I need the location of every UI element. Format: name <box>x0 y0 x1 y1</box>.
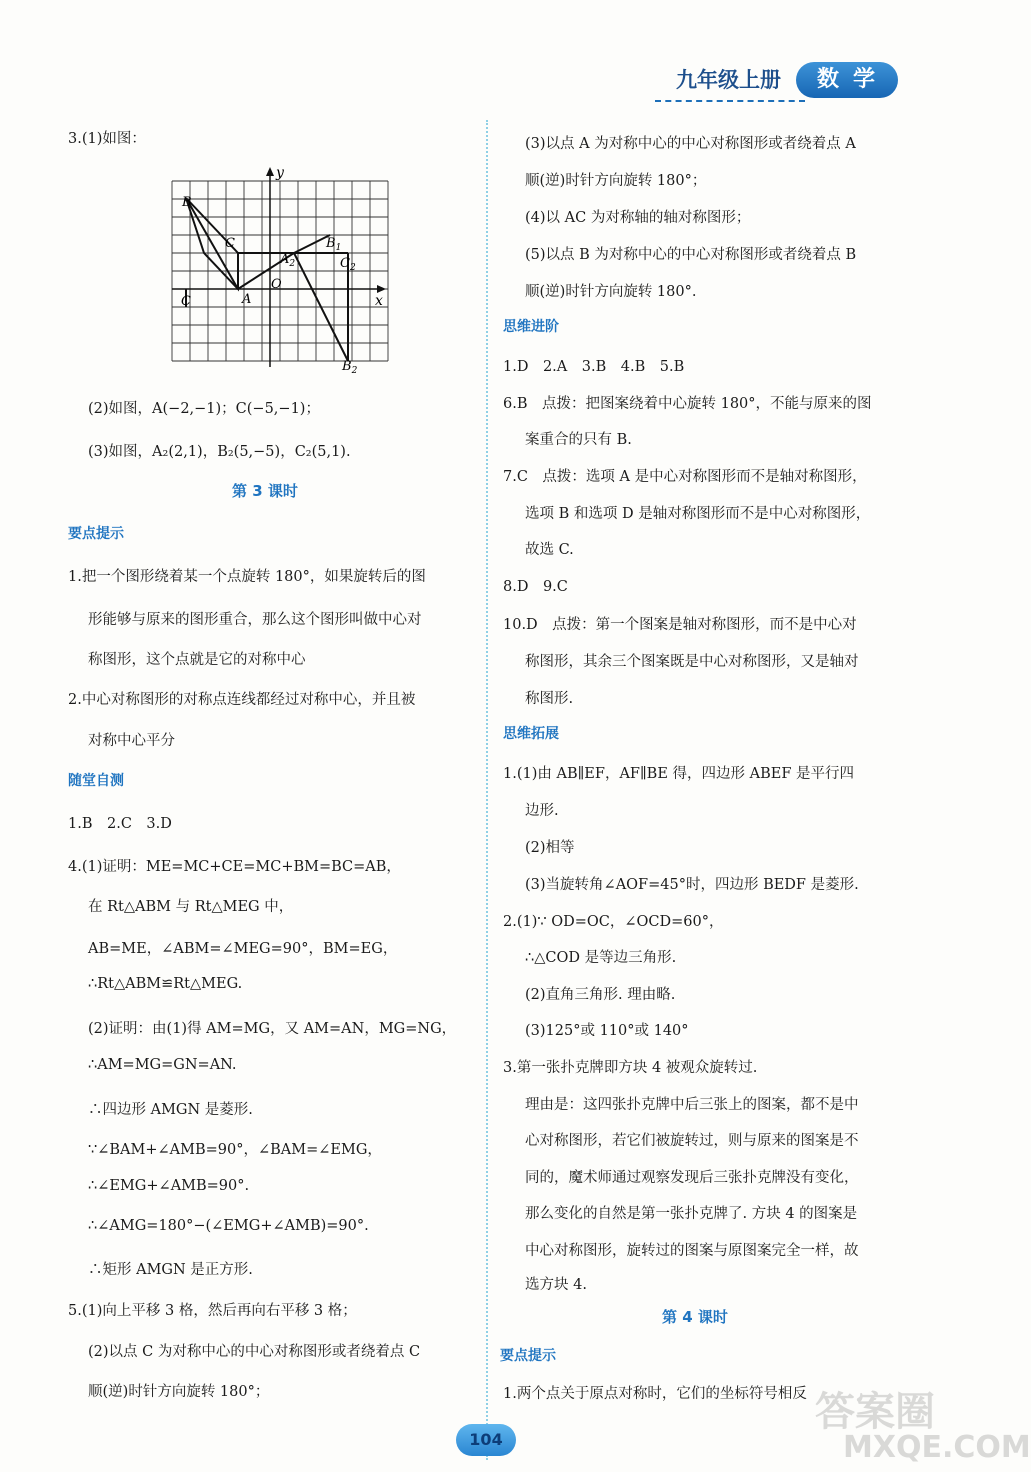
text-line: ∴∠EMG+∠AMB=90°. <box>88 1178 250 1194</box>
text-line: 1.两个点关于原点对称时，它们的坐标符号相反 <box>503 1386 807 1402</box>
section-heading: 思维进阶 <box>503 319 559 335</box>
point-label-c-left: C <box>181 294 191 309</box>
text-line: 1.B 2.C 3.D <box>68 816 172 832</box>
text-line: 8.D 9.C <box>503 579 568 595</box>
text-line: ∴AM=MG=GN=AN. <box>88 1057 237 1073</box>
page-number: 104 <box>456 1424 516 1456</box>
point-label-a2: $A_2$ <box>280 252 296 269</box>
text-line: (3)当旋转角∠AOF=45°时，四边形 BEDF 是菱形. <box>525 877 859 893</box>
text-line: 称图形. <box>525 691 574 707</box>
text-line: (3)以点 A 为对称中心的中心对称图形或者绕着点 A <box>525 136 856 152</box>
text-line: (3)如图，A₂(2,1)，B₂(5,−5)，C₂(5,1). <box>88 444 351 460</box>
text-line: ∴△COD 是等边三角形. <box>525 950 677 966</box>
text-line: 故选 C. <box>525 542 574 558</box>
text-line: (4)以 AC 为对称轴的轴对称图形； <box>525 210 751 226</box>
text-line: AB=ME，∠ABM=∠MEG=90°，BM=EG， <box>88 941 398 957</box>
text-line: ∴∠AMG=180°−(∠EMG+∠AMB)=90°. <box>88 1218 369 1234</box>
text-line: 4.(1)证明：ME=MC+CE=MC+BM=BC=AB， <box>68 859 401 875</box>
text-line: 理由是：这四张扑克牌中后三张上的图案，都不是中 <box>525 1097 859 1113</box>
grade-label: 九年级上册 <box>676 68 781 92</box>
section-heading: 随堂自测 <box>68 773 124 789</box>
text-line: ∵∠BAM+∠AMB=90°，∠BAM=∠EMG， <box>88 1142 382 1158</box>
text-line: (2)相等 <box>525 840 575 856</box>
text-line: ∴矩形 AMGN 是正方形. <box>88 1262 253 1278</box>
text-line: 7.C 点拨：选项 A 是中心对称图形而不是轴对称图形， <box>503 469 867 485</box>
text-line: 3.第一张扑克牌即方块 4 被观众旋转过. <box>503 1060 758 1076</box>
section-heading: 要点提示 <box>68 526 124 542</box>
text-line: (2)如图，A(−2,−1)；C(−5,−1)； <box>88 401 320 417</box>
point-label-a: A <box>242 292 252 307</box>
text-line: 6.B 点拨：把图案绕着中心旋转 180°，不能与原来的图 <box>503 396 872 412</box>
watermark-url: MXQE.COM <box>843 1430 1031 1465</box>
subject-badge: 数学 <box>796 62 898 98</box>
text-line: 在 Rt△ABM 与 Rt△MEG 中， <box>88 899 294 915</box>
text-line: 3.(1)如图： <box>68 131 146 147</box>
lesson-title: 第 3 课时 <box>232 482 298 500</box>
axis-label-y: y <box>276 165 284 181</box>
origin-label: O <box>271 277 282 292</box>
point-label-b: B <box>182 195 192 210</box>
text-line: 1.D 2.A 3.B 4.B 5.B <box>503 359 685 375</box>
text-line: ∴四边形 AMGN 是菱形. <box>88 1102 253 1118</box>
text-line: 5.(1)向上平移 3 格，然后再向右平移 3 格； <box>68 1303 357 1319</box>
axis-label-x: x <box>375 293 383 309</box>
text-line: 10.D 点拨：第一个图案是轴对称图形，而不是中心对 <box>503 617 857 633</box>
text-line: 选项 B 和选项 D 是轴对称图形而不是中心对称图形， <box>525 506 871 522</box>
y-axis-arrow <box>266 167 274 176</box>
header-dashed-line <box>655 100 805 102</box>
point-label-b1: $B_1$ <box>326 236 342 253</box>
text-line: 中心对称图形，旋转过的图案与原图案完全一样，故 <box>525 1243 859 1259</box>
coordinate-grid-figure <box>160 165 395 375</box>
text-line: 对称中心平分 <box>88 733 175 749</box>
point-label-c2: $C_2$ <box>340 256 356 273</box>
text-line: 顺(逆)时针方向旋转 180°. <box>525 284 697 300</box>
text-line: 2.中心对称图形的对称点连线都经过对称中心，并且被 <box>68 692 416 708</box>
text-line: (2)以点 C 为对称中心的中心对称图形或者绕着点 C <box>88 1344 421 1360</box>
text-line: 同的，魔术师通过观察发现后三张扑克牌没有变化， <box>525 1170 859 1186</box>
text-line: 称图形，其余三个图案既是中心对称图形，又是轴对 <box>525 654 859 670</box>
text-line: 顺(逆)时针方向旋转 180°； <box>88 1384 270 1400</box>
text-line: 称图形，这个点就是它的对称中心 <box>88 652 306 668</box>
column-divider <box>486 120 488 1460</box>
lesson-title: 第 4 课时 <box>662 1308 728 1326</box>
text-line: 边形. <box>525 803 559 819</box>
text-line: 形能够与原来的图形重合，那么这个图形叫做中心对 <box>88 612 422 628</box>
text-line: 那么变化的自然是第一张扑克牌了. 方块 4 的图案是 <box>525 1206 858 1222</box>
watermark-logo: 答案圈 <box>815 1389 935 1435</box>
text-line: (5)以点 B 为对称中心的中心对称图形或者绕着点 B <box>525 247 857 263</box>
text-line: (2)直角三角形. 理由略. <box>525 987 676 1003</box>
point-label-b2: $B_2$ <box>342 359 358 376</box>
text-line: 心对称图形，若它们被旋转过，则与原来的图案是不 <box>525 1133 859 1149</box>
text-line: 2.(1)∵ OD=OC，∠OCD=60°， <box>503 914 724 930</box>
text-line: (3)125°或 110°或 140° <box>525 1023 689 1039</box>
point-label-c: C <box>225 236 235 251</box>
text-line: 1.把一个图形绕着某一个点旋转 180°，如果旋转后的图 <box>68 569 426 585</box>
text-line: (2)证明：由(1)得 AM=MG，又 AM=AN，MG=NG， <box>88 1021 457 1037</box>
text-line: 案重合的只有 B. <box>525 432 632 448</box>
segment-a2-b1 <box>294 235 330 253</box>
x-axis-arrow <box>377 285 386 293</box>
text-line: ∴Rt△ABM≌Rt△MEG. <box>88 976 243 992</box>
section-heading: 要点提示 <box>500 1348 556 1364</box>
section-heading: 思维拓展 <box>503 726 559 742</box>
text-line: 选方块 4. <box>525 1277 587 1293</box>
text-line: 1.(1)由 AB∥EF，AF∥BE 得，四边形 ABEF 是平行四 <box>503 766 855 782</box>
text-line: 顺(逆)时针方向旋转 180°； <box>525 173 707 189</box>
